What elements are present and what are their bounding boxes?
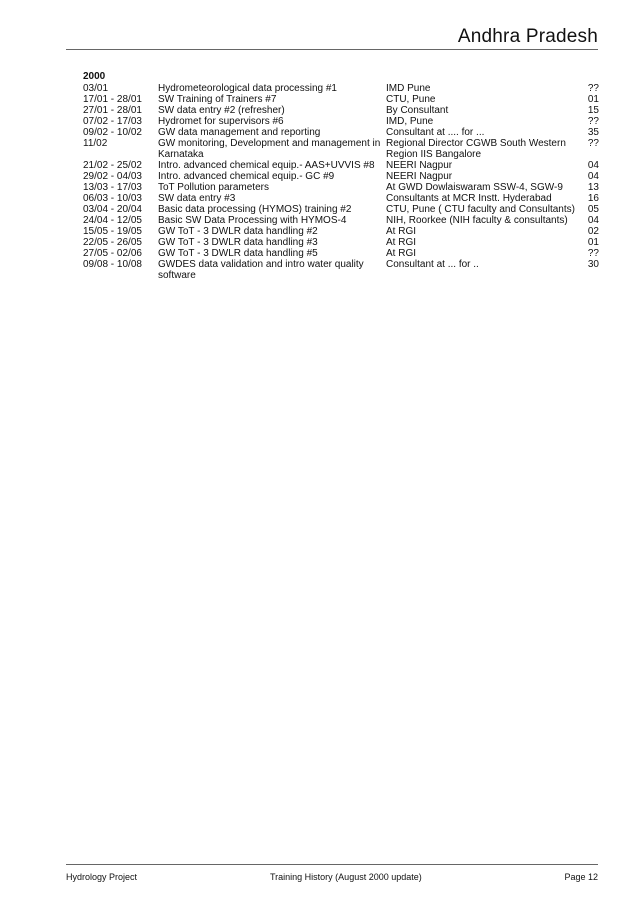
- row-venue: CTU, Pune: [386, 94, 436, 105]
- year-heading: 2000: [83, 71, 106, 82]
- row-count: 04: [587, 160, 599, 171]
- row-date: 27/05 - 02/06: [83, 248, 142, 259]
- footer-rule: [66, 864, 598, 865]
- row-venue: At RGI: [386, 237, 417, 248]
- row-count: 15: [587, 105, 599, 116]
- table-row: [83, 237, 599, 248]
- row-count: ??: [587, 83, 599, 94]
- row-venue: NEERI Nagpur: [386, 160, 453, 171]
- row-date: 15/05 - 19/05: [83, 226, 142, 237]
- table-row: [83, 193, 599, 204]
- row-venue: CTU, Pune ( CTU faculty and Consultants): [386, 204, 575, 215]
- row-count: 04: [587, 215, 599, 226]
- row-venue: Consultant at .... for ...: [386, 127, 485, 138]
- row-date: 22/05 - 26/05: [83, 237, 142, 248]
- row-venue: Regional Director CGWB South Western Region IIS Bangalore: [386, 138, 566, 160]
- row-venue: IMD, Pune: [386, 116, 434, 127]
- footer-project: Hydrology Project: [66, 872, 138, 882]
- row-date: 11/02: [83, 138, 108, 149]
- row-date: 06/03 - 10/03: [83, 193, 142, 204]
- row-date: 24/04 - 12/05: [83, 215, 142, 226]
- row-count: 35: [587, 127, 599, 138]
- row-venue: NEERI Nagpur: [386, 171, 453, 182]
- row-course: GW data management and reporting: [158, 127, 321, 138]
- row-course: GWDES data validation and intro water quality software: [158, 259, 364, 281]
- table-row: [83, 160, 599, 171]
- footer-page-number: Page 12: [564, 872, 598, 882]
- table-row: [83, 105, 599, 116]
- footer-doc-title: Training History (August 2000 update): [270, 872, 422, 882]
- row-venue: At RGI: [386, 248, 417, 259]
- row-course: Intro. advanced chemical equip.- AAS+UVVIS #8: [158, 160, 375, 171]
- row-count: 16: [587, 193, 599, 204]
- row-venue: Consultant at ... for ..: [386, 259, 479, 270]
- row-date: 09/02 - 10/02: [83, 127, 142, 138]
- row-course: SW Training of Trainers #7: [158, 94, 277, 105]
- table-row: [83, 226, 599, 237]
- row-course: GW ToT - 3 DWLR data handling #5: [158, 248, 318, 259]
- row-count: 02: [587, 226, 599, 237]
- row-date: 29/02 - 04/03: [83, 171, 142, 182]
- row-course: Hydromet for supervisors #6: [158, 116, 284, 127]
- row-course: SW data entry #2 (refresher): [158, 105, 285, 116]
- row-date: 21/02 - 25/02: [83, 160, 142, 171]
- table-row: [83, 138, 599, 160]
- row-course: Basic SW Data Processing with HYMOS-4: [158, 215, 347, 226]
- row-date: 03/04 - 20/04: [83, 204, 142, 215]
- row-count: ??: [587, 116, 599, 127]
- row-venue: At RGI: [386, 226, 417, 237]
- table-row: [83, 259, 599, 281]
- row-count: 30: [587, 259, 599, 270]
- row-date: 17/01 - 28/01: [83, 94, 142, 105]
- row-count: 04: [587, 171, 599, 182]
- row-venue: NIH, Roorkee (NIH faculty & consultants): [386, 215, 568, 226]
- row-date: 09/08 - 10/08: [83, 259, 142, 270]
- row-date: 03/01: [83, 83, 109, 94]
- row-count: 05: [587, 204, 599, 215]
- table-row: [83, 248, 599, 259]
- row-course: GW ToT - 3 DWLR data handling #2: [158, 226, 318, 237]
- header-rule: [66, 49, 598, 50]
- table-row: [83, 182, 599, 193]
- training-list: [83, 71, 599, 281]
- row-count: 01: [587, 94, 599, 105]
- table-row: [83, 215, 599, 226]
- table-row: [83, 116, 599, 127]
- table-row: [83, 204, 599, 215]
- row-course: GW monitoring, Development and management in Karnataka: [158, 138, 381, 160]
- row-venue: At GWD Dowlaiswaram SSW-4, SGW-9: [386, 182, 563, 193]
- table-row: [83, 171, 599, 182]
- row-count: 13: [587, 182, 599, 193]
- table-row: [83, 127, 599, 138]
- training-table: [83, 83, 599, 281]
- row-course: Basic data processing (HYMOS) training #2: [158, 204, 352, 215]
- row-venue: Consultants at MCR Instt. Hyderabad: [386, 193, 552, 204]
- row-count: ??: [587, 248, 599, 259]
- row-date: 27/01 - 28/01: [83, 105, 142, 116]
- row-venue: IMD Pune: [386, 83, 431, 94]
- table-row: [83, 94, 599, 105]
- page-header-title: Andhra Pradesh: [457, 26, 598, 47]
- row-course: SW data entry #3: [158, 193, 236, 204]
- row-count: ??: [587, 138, 599, 149]
- row-course: ToT Pollution parameters: [158, 182, 269, 193]
- row-date: 07/02 - 17/03: [83, 116, 142, 127]
- row-course: Hydrometeorological data processing #1: [158, 83, 337, 94]
- row-count: 01: [587, 237, 599, 248]
- row-course: GW ToT - 3 DWLR data handling #3: [158, 237, 318, 248]
- row-date: 13/03 - 17/03: [83, 182, 142, 193]
- row-course: Intro. advanced chemical equip.- GC #9: [158, 171, 335, 182]
- row-venue: By Consultant: [386, 105, 449, 116]
- table-row: [83, 83, 599, 94]
